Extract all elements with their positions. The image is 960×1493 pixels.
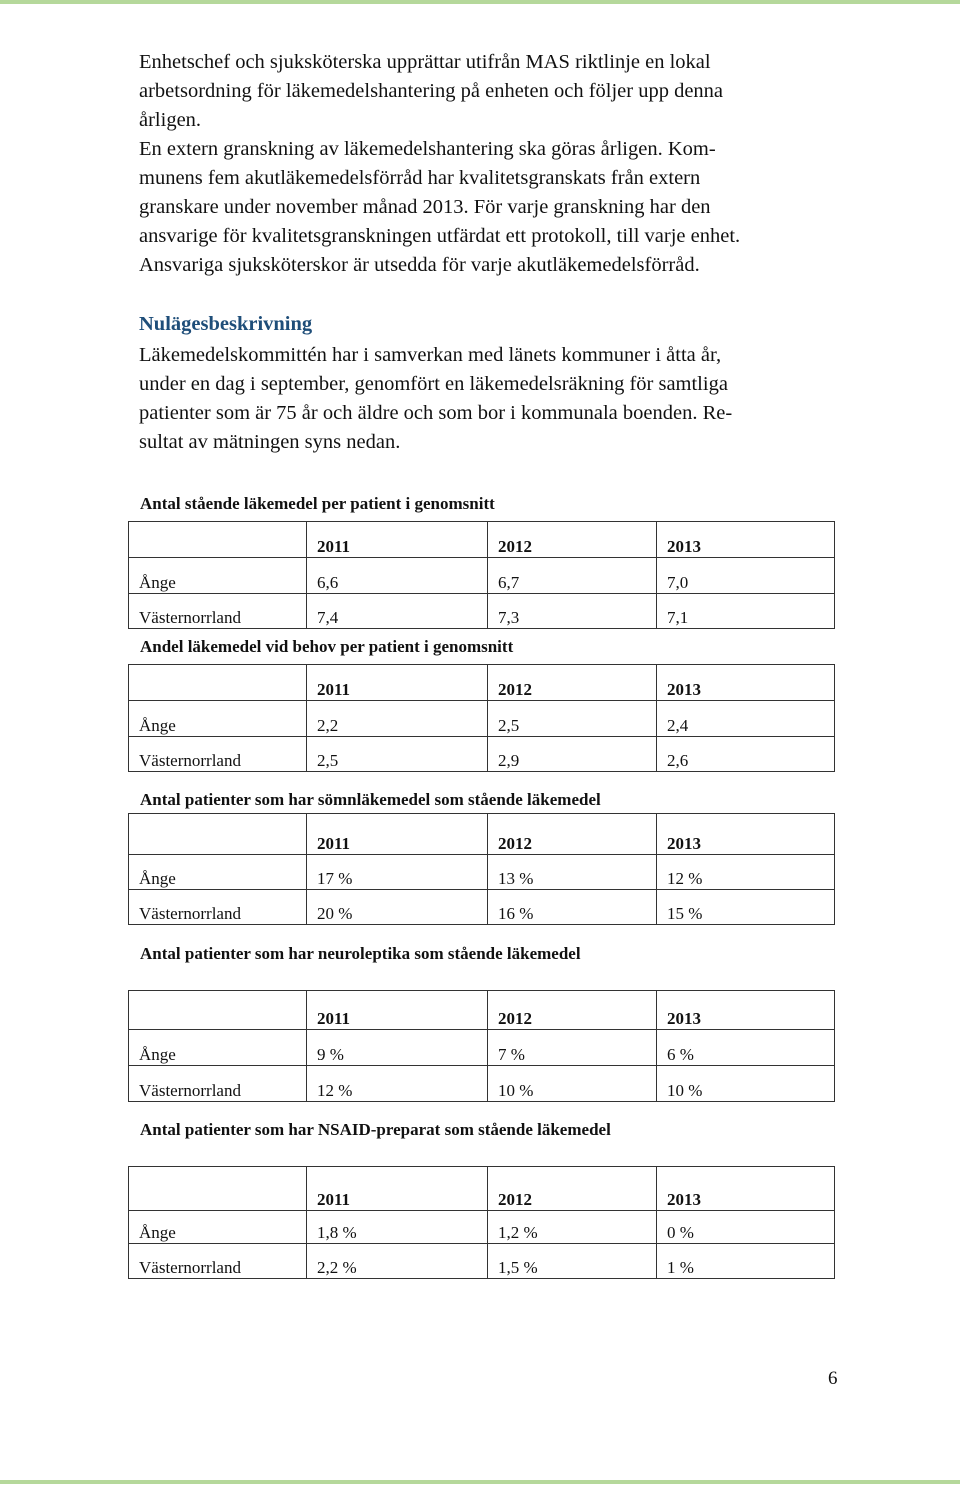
year-header: 2011 <box>307 522 488 558</box>
text-line: Enhetschef och sjuksköterska upprättar utifrån MAS riktlinje en lokal <box>139 51 711 73</box>
data-table <box>128 1166 835 1279</box>
value-cell: 13 % <box>488 855 657 890</box>
value-cell: 6 % <box>657 1030 835 1066</box>
value-cell: 15 % <box>657 890 835 925</box>
text-line: Ansvariga sjuksköterskor är utsedda för varje akutläkemedelsförråd. <box>139 254 700 276</box>
year-header: 2011 <box>307 814 488 855</box>
year-header: 2013 <box>657 522 835 558</box>
table-cell-empty <box>129 991 307 1030</box>
table-header-row <box>129 991 835 1030</box>
year-header: 2012 <box>488 1167 657 1211</box>
value-cell: 2,2 % <box>307 1244 488 1279</box>
year-header: 2013 <box>657 1167 835 1211</box>
data-table <box>128 521 835 629</box>
bottom-rule <box>0 1480 960 1484</box>
table-row <box>129 855 835 890</box>
value-cell: 1,2 % <box>488 1211 657 1244</box>
year-header: 2011 <box>307 991 488 1030</box>
table-row <box>129 1244 835 1279</box>
text-line: Läkemedelskommittén har i samverkan med länets kommuner i åtta år, <box>139 344 722 366</box>
text-line: sultat av mätningen syns nedan. <box>139 431 401 453</box>
value-cell: 1 % <box>657 1244 835 1279</box>
region-cell: Västernorrland <box>129 1244 307 1279</box>
table-header-row <box>129 814 835 855</box>
region-cell: Västernorrland <box>129 890 307 925</box>
region-cell: Ånge <box>129 701 307 737</box>
year-header: 2013 <box>657 814 835 855</box>
text-line: ansvarige för kvalitetsgranskningen utfärdat ett protokoll, till varje enhet. <box>139 225 741 247</box>
top-rule <box>0 0 960 4</box>
table-header-row <box>129 1167 835 1211</box>
table-caption: Andel läkemedel vid behov per patient i genomsnitt <box>140 637 514 656</box>
paragraph-extern-granskning <box>139 135 839 280</box>
region-cell: Västernorrland <box>129 594 307 629</box>
data-table <box>128 813 835 925</box>
text-line: arbetsordning för läkemedelshantering på enheten och följer upp denna <box>139 80 724 102</box>
year-header: 2012 <box>488 814 657 855</box>
year-header: 2012 <box>488 991 657 1030</box>
year-header: 2011 <box>307 665 488 701</box>
section-heading: Nulägesbeskrivning <box>139 313 313 335</box>
value-cell: 6,7 <box>488 558 657 594</box>
region-cell: Västernorrland <box>129 737 307 772</box>
table-header-row <box>129 665 835 701</box>
table-row <box>129 558 835 594</box>
table-caption: Antal stående läkemedel per patient i genomsnitt <box>140 494 495 513</box>
value-cell: 9 % <box>307 1030 488 1066</box>
paragraph-arbetsordning <box>139 48 839 135</box>
year-header: 2011 <box>307 1167 488 1211</box>
text-line: munens fem akutläkemedelsförråd har kvalitetsgranskats från extern <box>139 167 701 189</box>
table-caption: Antal patienter som har neuroleptika som stående läkemedel <box>140 944 581 963</box>
text-line: under en dag i september, genomfört en läkemedelsräkning för samtliga <box>139 373 728 395</box>
value-cell: 20 % <box>307 890 488 925</box>
value-cell: 16 % <box>488 890 657 925</box>
value-cell: 7 % <box>488 1030 657 1066</box>
page-number: 6 <box>828 1368 838 1389</box>
value-cell: 0 % <box>657 1211 835 1244</box>
value-cell: 1,8 % <box>307 1211 488 1244</box>
table-row <box>129 1211 835 1244</box>
value-cell: 7,1 <box>657 594 835 629</box>
table-caption: Antal patienter som har NSAID-preparat som stående läkemedel <box>140 1120 611 1139</box>
value-cell: 2,5 <box>488 701 657 737</box>
region-cell: Västernorrland <box>129 1066 307 1102</box>
value-cell: 12 % <box>657 855 835 890</box>
value-cell: 10 % <box>657 1066 835 1102</box>
year-header: 2012 <box>488 665 657 701</box>
text-line: årligen. <box>139 109 202 131</box>
table-cell-empty <box>129 665 307 701</box>
data-table <box>128 990 835 1102</box>
table-cell-empty <box>129 1167 307 1211</box>
value-cell: 7,4 <box>307 594 488 629</box>
value-cell: 2,2 <box>307 701 488 737</box>
table-header-row <box>129 522 835 558</box>
value-cell: 12 % <box>307 1066 488 1102</box>
value-cell: 2,6 <box>657 737 835 772</box>
table-row <box>129 890 835 925</box>
value-cell: 2,9 <box>488 737 657 772</box>
paragraph-nulage <box>139 341 839 457</box>
value-cell: 7,0 <box>657 558 835 594</box>
year-header: 2012 <box>488 522 657 558</box>
table-row <box>129 737 835 772</box>
year-header: 2013 <box>657 991 835 1030</box>
value-cell: 1,5 % <box>488 1244 657 1279</box>
table-row <box>129 701 835 737</box>
value-cell: 2,5 <box>307 737 488 772</box>
region-cell: Ånge <box>129 558 307 594</box>
year-header: 2013 <box>657 665 835 701</box>
table-row <box>129 594 835 629</box>
table-row <box>129 1066 835 1102</box>
value-cell: 17 % <box>307 855 488 890</box>
text-line: patienter som är 75 år och äldre och som bor i kommunala boenden. Re- <box>139 402 733 424</box>
region-cell: Ånge <box>129 855 307 890</box>
table-cell-empty <box>129 814 307 855</box>
value-cell: 6,6 <box>307 558 488 594</box>
region-cell: Ånge <box>129 1030 307 1066</box>
table-cell-empty <box>129 522 307 558</box>
value-cell: 2,4 <box>657 701 835 737</box>
value-cell: 7,3 <box>488 594 657 629</box>
region-cell: Ånge <box>129 1211 307 1244</box>
value-cell: 10 % <box>488 1066 657 1102</box>
data-table <box>128 664 835 772</box>
table-caption: Antal patienter som har sömnläkemedel som stående läkemedel <box>140 790 601 809</box>
text-line: En extern granskning av läkemedelshantering ska göras årligen. Kom- <box>139 138 716 160</box>
text-line: granskare under november månad 2013. För varje granskning har den <box>139 196 711 218</box>
table-row <box>129 1030 835 1066</box>
